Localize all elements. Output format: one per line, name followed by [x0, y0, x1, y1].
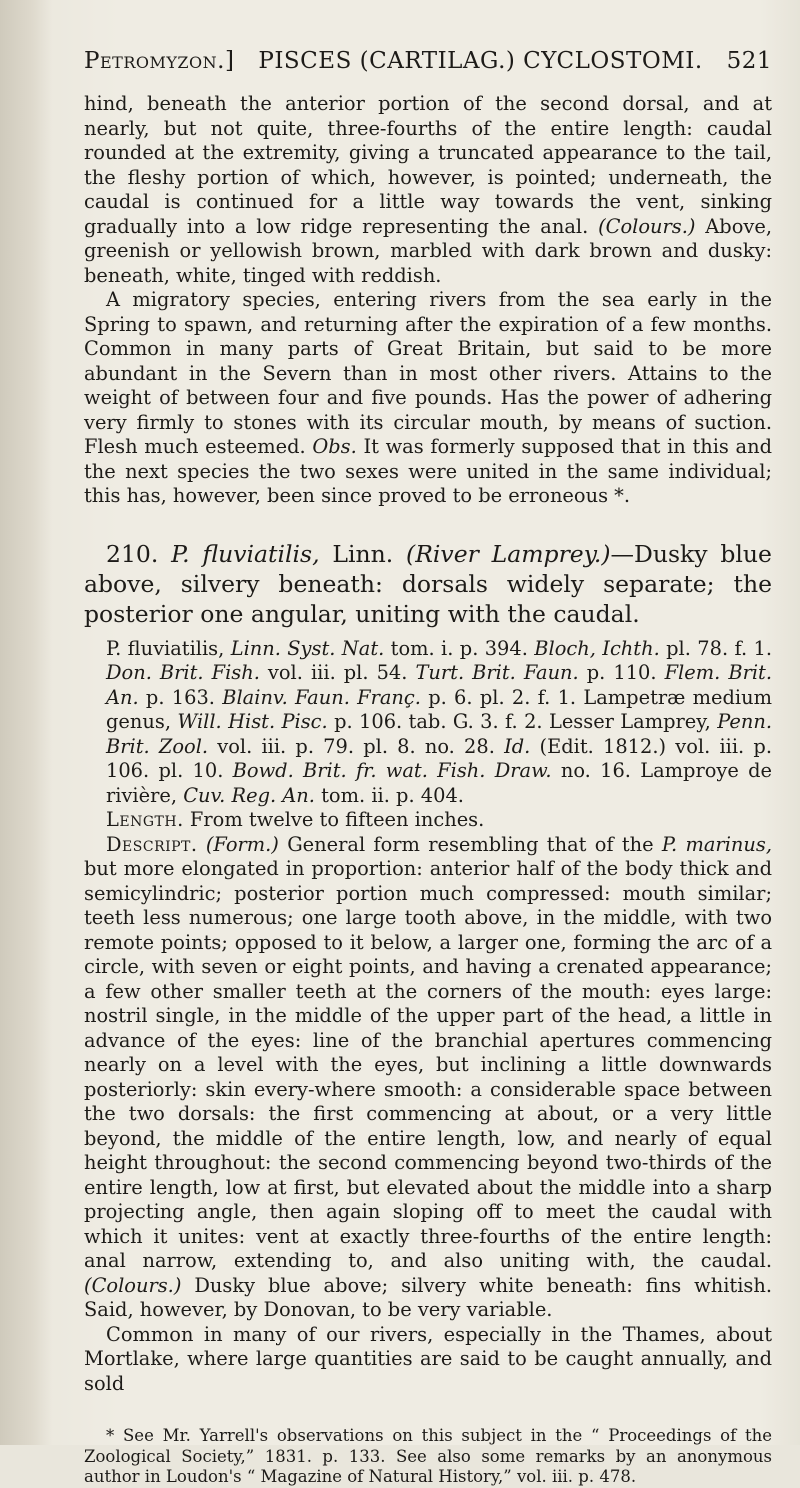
citation-text: tom. ii. p. 404.	[314, 783, 464, 807]
citation-text: no. 16. Lamproye de rivière,	[106, 759, 773, 807]
descript-label: Descript.	[106, 832, 198, 856]
citation-text: pl. 78. f. 1.	[659, 636, 773, 660]
citation-author: Cuv. Reg. An.	[183, 783, 315, 807]
paragraph-continued: hind, beneath the anterior portion of the second dorsal, and at nearly, but not quite, three-fourths of the entire length: caudal rounded at the extremity, giving a truncated appearance to the tail, the fleshy portion of which, however, is pointed; underneath, the caudal is continued for a little way towards the vent, sinking gradually into a low ridge representing the anal. (Colours.) Above, greenish or yellowish brown, marbled with dark brown and dusky: beneath, white, tinged with reddish.	[84, 92, 772, 287]
form-label: (Form.)	[205, 832, 279, 856]
citation-text: (Edit. 1812.) vol. iii. p. 106. pl. 10.	[106, 734, 772, 782]
citation-author: Don. Brit. Fish.	[106, 661, 260, 684]
citation-author: Flem. Brit. An.	[106, 661, 772, 709]
citation-text: p. 110.	[578, 661, 665, 684]
running-head	[84, 48, 772, 74]
citation-author: Bowd. Brit. fr. wat. Fish. Draw.	[232, 759, 552, 782]
citation-text: p. 6. pl. 2. f. 1. Lampetræ medium genus,	[106, 685, 772, 733]
synonymy	[84, 637, 772, 809]
description-paragraph: Descript. (Form.) General form resembling that of the P. marinus, but more elongated in proportion: anterior half of the body thick and semicylindric; posterior portion much compressed: mouth similar; teeth less numerous; one large tooth above, in the middle, with two remote points; opposed to it below, a larger one, forming the arc of a circle, with seven or eight points, and having a crenated appearance; a few other smaller teeth at the corners of the mouth: eyes large: nostril single, in the middle of the upper part of the head, a little in advance of the eyes: line of the branchial apertures commencing nearly on a level with the eyes, but inclining a little downwards posteriorly: skin every-where smooth: a considerable space between the two dorsals: the first commencing at about, or a very little beyond, the middle of the entire length, low, and nearly of equal height throughout: the second commencing beyond two-thirds of the entire length, low at first, but elevated about the middle into a sharp projecting angle, then again sloping off to meet the caudal with which it unites: vent at exactly three-fourths of the entire length: anal narrow, extending to, and also uniting with, the caudal. (Colours.) Dusky blue above; silvery white beneath: fins whitish. Said, however, by Donovan, to be very variable.	[84, 832, 772, 1321]
paragraph-distribution: Common in many of our rivers, especially in the Thames, about Mortlake, where large quantities are said to be caught annually, and sold	[84, 1322, 772, 1395]
species-authority: Linn.	[332, 539, 394, 568]
species-name: P. fluviatilis,	[171, 539, 320, 568]
species-number: 210.	[106, 539, 159, 568]
species-heading	[84, 539, 772, 629]
paragraph-habits: A migratory species, entering rivers from the sea early in the Spring to spawn, and returning after the expiration of a few months. Common in many parts of Great Britain, but said to be more abundant in the Severn than in most other rivers. Attains to the weight of between four and five pounds. Has the power of adhering very firmly to stones with its circular mouth, by means of suction. Flesh much esteemed. Obs. It was formerly supposed that in this and the next species the two sexes were united in the same individual; this has, however, been since proved to be erroneous *.	[84, 288, 772, 507]
obs-label: Obs.	[312, 435, 357, 458]
citation-author: Id.	[504, 734, 531, 758]
page-number: 521	[726, 48, 772, 74]
citation-text: p. 163.	[138, 685, 223, 709]
running-title: PISCES (CARTILAG.) CYCLOSTOMI.	[258, 48, 703, 74]
citation-text: tom. i. p. 394.	[384, 636, 535, 660]
citation-author: Penn. Brit. Zool.	[106, 710, 772, 758]
page-content	[84, 48, 772, 1488]
length-paragraph: Length. From twelve to fifteen inches.	[106, 808, 485, 831]
citation-author: Will. Hist. Pisc.	[177, 710, 328, 733]
species-common-name: (River Lamprey.)	[406, 539, 611, 568]
species-diagnosis: —Dusky blue above, silvery beneath: dorsals widely separate; the posterior one angular, uniting with the caudal.	[84, 539, 772, 628]
citation-author: Blainv. Faun. Franç.	[222, 685, 421, 709]
citation-author: Bloch, Ichth.	[534, 636, 660, 660]
book-gutter	[0, 0, 52, 1445]
citation-author: Linn. Syst. Nat.	[230, 636, 385, 660]
citation-text: P. fluviatilis,	[106, 636, 231, 660]
footnote: * See Mr. Yarrell's observations on this subject in the “ Proceedings of the Zoological Society,” 1831. p. 133. See also some remarks by an anonymous author in Loudon's “ Magazine of Natural History,” vol. iii. p. 478.	[84, 1426, 772, 1486]
species-reference: P. marinus,	[661, 832, 772, 856]
citation-author: Turt. Brit. Faun.	[415, 661, 579, 684]
colours-label-2: (Colours.)	[84, 1273, 182, 1297]
citation-text: vol. iii. pl. 54.	[259, 661, 416, 684]
length-label: Length.	[106, 808, 184, 831]
citation-text: vol. iii. p. 79. pl. 8. no. 28.	[208, 734, 505, 758]
section-marker: Petromyzon.]	[84, 48, 235, 74]
citation-text: p. 106. tab. G. 3. f. 2. Lesser Lamprey,	[327, 710, 718, 733]
colours-label: (Colours.)	[598, 214, 696, 238]
